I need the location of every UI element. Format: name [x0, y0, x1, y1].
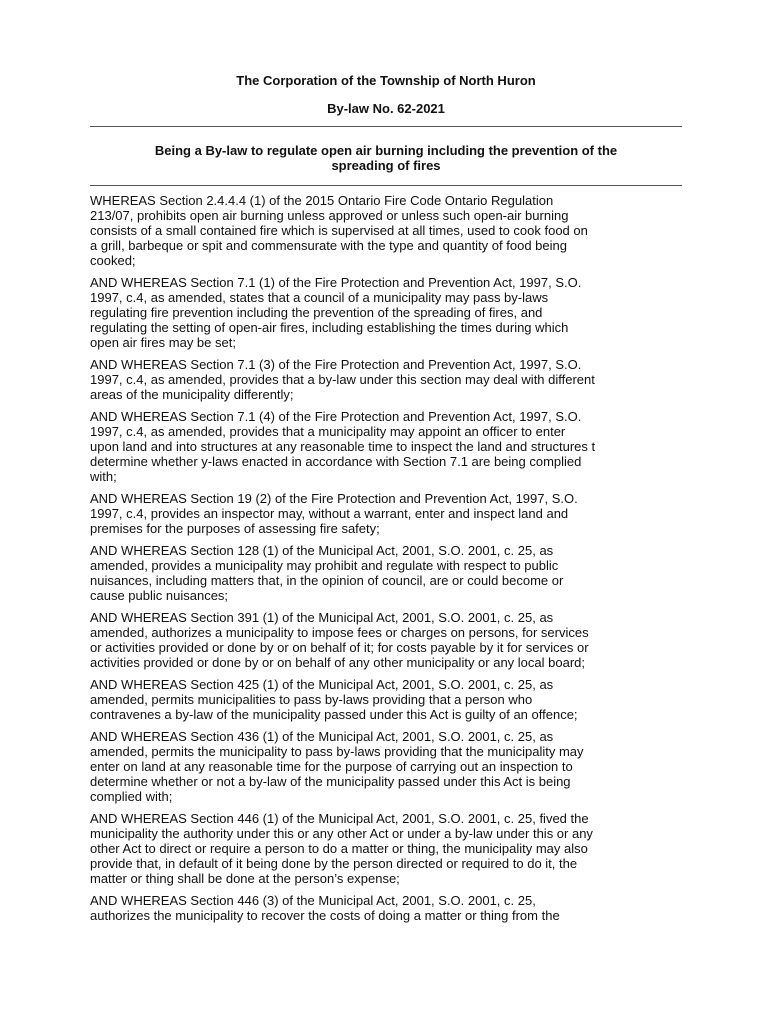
whereas-paragraph-1: WHEREAS Section 2.4.4.4 (1) of the 2015 Ontario Fire Code Ontario Regulation 213/07, prohibits open air burning unless approved or unless such open-air burning consists of a small contained fire which is supervised at all times, used to cook food on a grill, barbeque or spit and commensurate with the type and quantity of food being cooked; [90, 193, 588, 268]
whereas-paragraph-6: AND WHEREAS Section 128 (1) of the Municipal Act, 2001, S.O. 2001, c. 25, as amended, provides a municipality may prohibit and regulate with respect to public nuisances, including matters that, in the opinion of council, are or could become or cause public nuisances; [90, 543, 564, 603]
whereas-paragraph-4: AND WHEREAS Section 7.1 (4) of the Fire Protection and Prevention Act, 1997, S.O. 1997, c.4, as amended, provides that a municipality may appoint an officer to enter upon land and into structures at any reasonable time to inspect the land and structures t determine whether y-laws enacted in accordance with Section 7.1 are being complied with; [90, 409, 596, 484]
top-divider [90, 126, 682, 127]
whereas-paragraph-10: AND WHEREAS Section 446 (1) of the Municipal Act, 2001, S.O. 2001, c. 25, fived the municipality the authority under this or any other Act or under a by-law under this or any other Act to direct or require a person to do a matter or thing, the municipality may also provide that, in default of it being done by the person directed or required to do it, the matter or thing shall be done at the person’s expense; [90, 811, 593, 886]
whereas-paragraph-5: AND WHEREAS Section 19 (2) of the Fire Protection and Prevention Act, 1997, S.O. 1997, c.4, provides an inspector may, without a warrant, enter and inspect land and premises for the purposes of assessing fire safety; [90, 491, 578, 536]
whereas-paragraph-9: AND WHEREAS Section 436 (1) of the Municipal Act, 2001, S.O. 2001, c. 25, as amended, permits the municipality to pass by-laws providing that the municipality may enter on land at any reasonable time for the purpose of carrying out an inspection to determine whether or not a by-law of the municipality passed under this Act is being complied with; [90, 729, 584, 804]
whereas-paragraph-8: AND WHEREAS Section 425 (1) of the Municipal Act, 2001, S.O. 2001, c. 25, as amended, permits municipalities to pass by-laws providing that a person who contravenes a by-law of the municipality passed under this Act is guilty of an offence; [90, 677, 578, 722]
bylaw-subject: Being a By-law to regulate open air burning including the prevention of the spreading of fires [154, 143, 618, 173]
subject-divider [90, 185, 682, 186]
whereas-paragraph-11: AND WHEREAS Section 446 (3) of the Municipal Act, 2001, S.O. 2001, c. 25, authorizes the municipality to recover the costs of doing a matter or thing from the [90, 893, 560, 923]
document-body [90, 193, 682, 923]
bylaw-number: By-law No. 62-2021 [327, 101, 445, 116]
whereas-paragraph-3: AND WHEREAS Section 7.1 (3) of the Fire Protection and Prevention Act, 1997, S.O. 1997, c.4, as amended, provides that a by-law under this section may deal with different areas of the municipality differently; [90, 357, 595, 402]
whereas-paragraph-7: AND WHEREAS Section 391 (1) of the Municipal Act, 2001, S.O. 2001, c. 25, as amended, authorizes a municipality to impose fees or charges on persons, for services or activities provided or done by or on behalf of it; for costs payable by it for services or activities provided or done by or on behalf of any other municipality or any local board; [90, 610, 589, 670]
corporation-title: The Corporation of the Township of North Huron [236, 73, 536, 88]
whereas-paragraph-2: AND WHEREAS Section 7.1 (1) of the Fire Protection and Prevention Act, 1997, S.O. 1997, c.4, as amended, states that a council of a municipality may pass by-laws regulating fire prevention including the prevention of the spreading of fires, and regulating the setting of open-air fires, including establishing the times during which open air fires may be set; [90, 275, 582, 350]
document-page [90, 0, 682, 930]
